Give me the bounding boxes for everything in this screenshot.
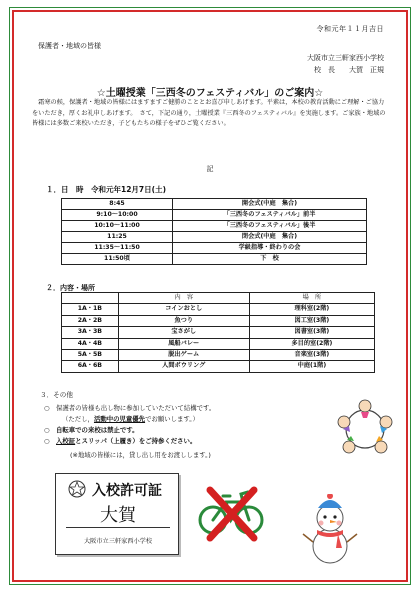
issue-date: 令和元年１１月吉日 — [316, 25, 384, 33]
activity-place: 図工室(3階) — [249, 315, 374, 326]
header-class — [62, 293, 119, 304]
activity-content: 風船バレー — [118, 338, 249, 349]
table-row — [62, 315, 375, 326]
other-item-note — [62, 414, 199, 423]
entry-pass-card — [55, 473, 179, 555]
item-text-pre: （ただし， — [62, 415, 94, 423]
school-emblem-icon — [68, 480, 86, 498]
schedule-time: 8:45 — [62, 199, 173, 210]
table-row — [62, 254, 367, 265]
notice-title: ☆土曜授業「三西冬のフェスティバル」のご案内☆ — [96, 88, 324, 99]
pass-school-name: 大阪市立三軒家西小学校 — [83, 538, 153, 545]
ki-mark: 記 — [206, 165, 214, 173]
lending-note: (※地域の皆様には，貸し出し用をお渡しします。) — [70, 451, 211, 459]
activity-content: 魚つり — [118, 315, 249, 326]
pass-holder-name: 大賀 — [100, 505, 136, 526]
schedule-event: 「三西冬のフェスティバル」前半 — [173, 210, 367, 221]
table-row — [62, 243, 367, 254]
activity-class: 3A・3B — [62, 327, 119, 338]
notice-body: 霜寒の候，保護者・地域の皆様にはますますご健勝のこととお喜び申しあげます。平素は，本校の教育活動にご理解・ご協力をいただき，厚くお礼申しあげます。 さて，下記の通り，土曜授業『三西冬のフェスティバル』を実施します。ご家族・地域の皆様には多数ご来校いただき，子どもたちの様子をぜひご覧ください。 — [32, 99, 386, 127]
activity-place: 図書室(3階) — [249, 327, 374, 338]
schedule-event: 「三西冬のフェスティバル」後半 — [173, 221, 367, 232]
circle-bullet-icon: ○ — [44, 404, 50, 412]
sender-school: 大阪市立三軒家西小学校 — [307, 54, 384, 62]
item-text-underlined: 入校証 — [56, 437, 76, 445]
activity-content: コインおとし — [118, 304, 249, 315]
table-row — [62, 232, 367, 243]
activity-class: 6A・6B — [62, 361, 119, 372]
addressee: 保護者・地域の皆様 — [38, 42, 101, 50]
activity-content: 脱出ゲーム — [118, 350, 249, 361]
schedule-time: 11:35～11:50 — [62, 243, 173, 254]
activity-class: 2A・2B — [62, 315, 119, 326]
table-row — [62, 199, 367, 210]
item-text: とスリッパ（上履き） — [75, 437, 139, 445]
table-row — [62, 361, 375, 372]
no-bicycle-icon — [196, 482, 266, 544]
schedule-time: 9:10～10:00 — [62, 210, 173, 221]
activity-place: 多目的室(2階) — [249, 338, 374, 349]
activity-content: 人間ボウリング — [118, 361, 249, 372]
schedule-event: 学級指導・終わりの会 — [173, 243, 367, 254]
table-row — [62, 338, 375, 349]
item-text-end: をご持参ください。 — [138, 437, 197, 445]
activity-class: 1A・1B — [62, 304, 119, 315]
children-circle-illustration — [335, 398, 395, 460]
schedule-event: 閉会式(中庭 集合) — [173, 232, 367, 243]
circle-bullet-icon: ○ — [44, 437, 50, 445]
snowman-illustration — [300, 494, 360, 566]
activity-content: 宝さがし — [118, 327, 249, 338]
other-item-bicycle — [44, 425, 139, 434]
activity-class: 5A・5B — [62, 350, 119, 361]
activity-place: 音楽室(3階) — [249, 350, 374, 361]
schedule-event: 下 校 — [173, 254, 367, 265]
circle-bullet-icon: ○ — [44, 426, 50, 434]
other-item-participation — [44, 403, 215, 412]
activity-place: 中庭(1階) — [249, 361, 374, 372]
activity-place: 理科室(2階) — [249, 304, 374, 315]
item-text: 保護者の皆様も出し物に参加していただいて結構です。 — [56, 404, 216, 412]
schedule-time: 10:10～11:00 — [62, 221, 173, 232]
schedule-time: 11:25 — [62, 232, 173, 243]
activity-class: 4A・4B — [62, 338, 119, 349]
item-text: 自転車での来校は禁止です。 — [56, 426, 139, 434]
schedule-time: 11:50頃 — [62, 254, 173, 265]
other-item-pass — [44, 436, 196, 445]
table-row — [62, 210, 367, 221]
header-content: 内 容 — [118, 293, 249, 304]
schedule-table — [61, 198, 367, 265]
table-row — [62, 304, 375, 315]
sender-principal: 校 長 大賀 正規 — [314, 66, 384, 74]
table-row — [62, 327, 375, 338]
item-text-post: でお願いします。） — [145, 415, 199, 423]
schedule-event: 開会式(中庭 集合) — [173, 199, 367, 210]
table-header-row — [62, 293, 375, 304]
header-place: 場 所 — [249, 293, 374, 304]
table-row — [62, 221, 367, 232]
table-row — [62, 350, 375, 361]
section-datetime-heading: １．日 時 令和元年12月7日(土) — [46, 185, 167, 194]
section-other-heading: ３．その他 — [40, 391, 73, 399]
section-content-heading: ２．内容・場所 — [46, 284, 95, 292]
item-text-underlined: 活動中の児童優先 — [93, 415, 146, 423]
pass-divider — [66, 527, 170, 528]
pass-title: 入校許可証 — [92, 483, 162, 499]
activity-table — [61, 292, 375, 373]
